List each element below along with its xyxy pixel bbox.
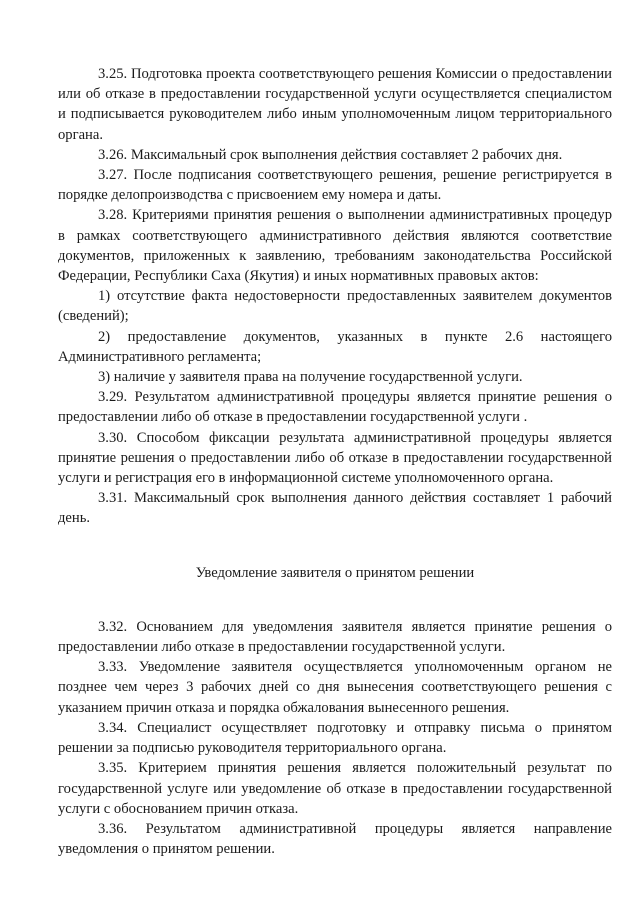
list-item-2: 2) предоставление документов, указанных в пункте 2.6 настоящего Административного регламента; (58, 328, 612, 365)
list-item-3: 3) наличие у заявителя права на получение государственной услуги. (98, 369, 523, 386)
paragraph-3-29: 3.29. Результатом административной процедуры является принятие решения о предоставлении либо об отказе в предоставлении государственной услуги . (58, 389, 612, 426)
paragraph-3-34: 3.34. Специалист осуществляет подготовку и отправку письма о принятом решении за подписью руководителя территориального органа. (58, 719, 612, 757)
paragraph-3-27: 3.27. После подписания соответствующего решения, решение регистрируется в порядке делопроизводства с присвоением ему номера и даты. (58, 167, 612, 204)
list-item-1: 1) отсутствие факта недостоверности предоставленных заявителем документов (сведений); (58, 288, 612, 325)
paragraph-3-31: 3.31. Максимальный срок выполнения данного действия составляет 1 рабочий день. (58, 490, 612, 527)
paragraph-3-25: 3.25. Подготовка проекта соответствующего решения Комиссии о предоставлении или об отказе в предоставлении государственной услуги осуществляется специалистом и подписывается руководителем либо иным уполномоченным лицом территориального органа. (58, 66, 612, 143)
document-page (58, 64, 612, 859)
paragraph-3-30: 3.30. Способом фиксации результата административной процедуры является принятие решения о предоставлении либо об отказе в предоставлении государственной услуги и регистрация его в информационной системе уполномоченного органа. (58, 429, 612, 487)
paragraph-3-33: 3.33. Уведомление заявителя осуществляется уполномоченным органом не позднее чем через 3 рабочих дней со дня вынесения соответствующего решения с указанием причин отказа и порядка обжалования вынесенного решения. (58, 659, 612, 716)
paragraph-3-26: 3.26. Максимальный срок выполнения действия составляет 2 рабочих дня. (98, 146, 563, 163)
paragraph-3-28: 3.28. Критериями принятия решения о выполнении административных процедур в рамках соответствующего административного действия являются соответствие документов, приложенных к заявлению, требованиям законодательства Российской Федерации, Республики Саха (Якутия) и иных нормативных правовых актов: (58, 207, 612, 285)
paragraph-3-35: 3.35. Критерием принятия решения является положительный результат по государственной услуге или уведомление об отказе в предоставлении государственной услуги с обоснованием причин отказа. (58, 760, 612, 817)
paragraph-3-32: 3.32. Основанием для уведомления заявителя является принятие решения о предоставлении либо отказе в предоставлении государственной услуги. (58, 618, 612, 656)
paragraph-3-36: 3.36. Результатом административной процедуры является направление уведомления о принятом решении. (58, 820, 612, 858)
section-heading: Уведомление заявителя о принятом решении (195, 564, 475, 581)
